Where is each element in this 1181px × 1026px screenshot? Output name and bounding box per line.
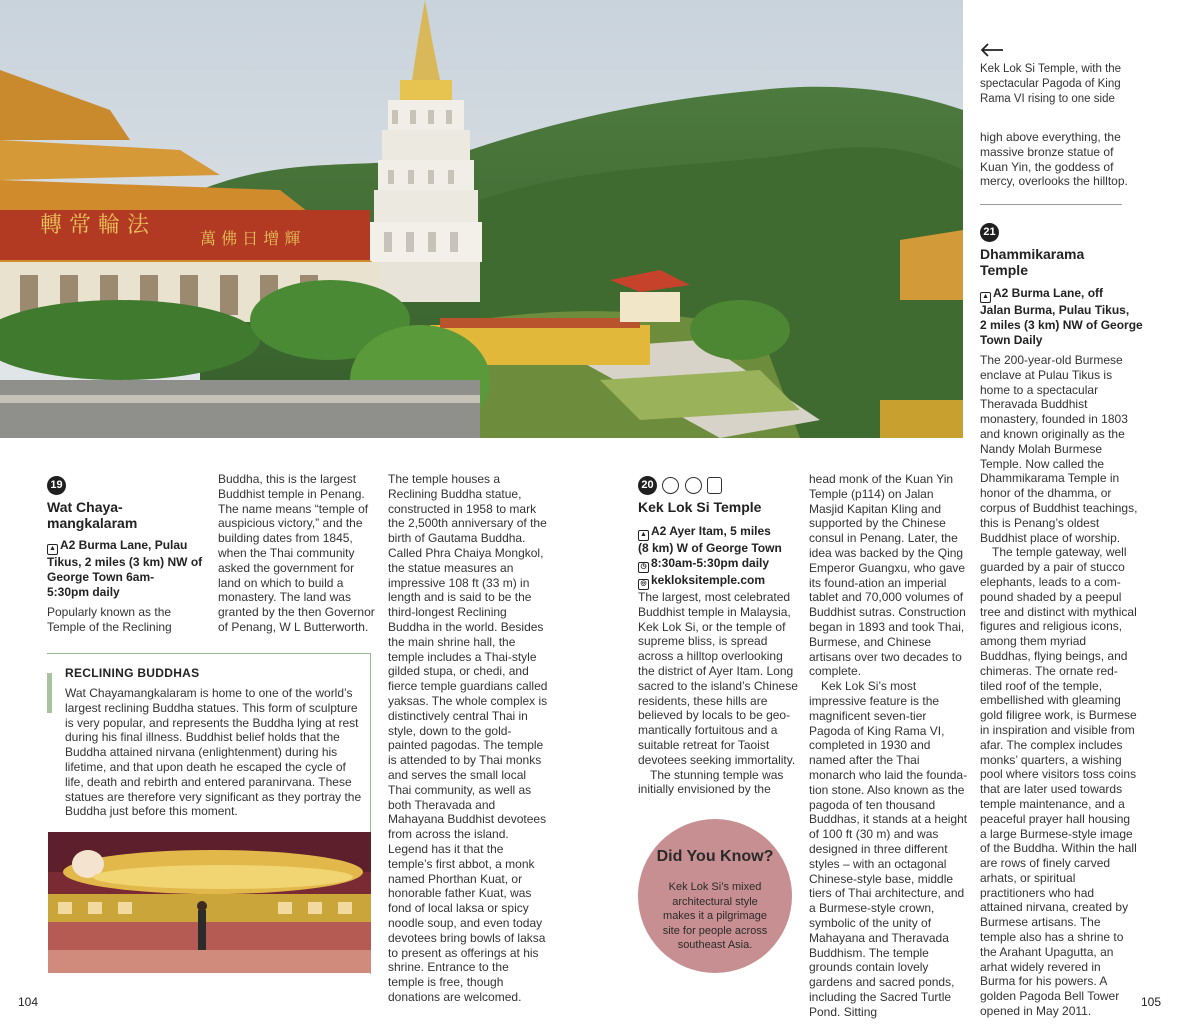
entry-title-19-line1: Wat Chaya- [47, 499, 123, 515]
divider [980, 204, 1122, 205]
clock-icon: ◷ [638, 562, 649, 573]
map-icon: ▲ [47, 544, 58, 555]
entry-info-20 [638, 524, 798, 590]
entry19-col3 [388, 472, 548, 1005]
temple-sign-right: 萬 佛 日 增 輝 [200, 229, 301, 248]
temple-sign-left: 轉 常 輪 法 [40, 213, 149, 238]
entry21-p1: The 200-year-old Burmese enclave at Pulau Tikus is home to a spectacular Theravada Buddhist monastery, founded in 1803 and known originally as the Nandy Molah Burmese Temple. Now called the Dhammikarama Temple in honor of the dhamma, or corpus of Buddhist teachings, this is Penang’s oldest Buddhist place of worship. [980, 353, 1138, 545]
arrow-left-icon [979, 40, 1005, 60]
entry19-info-line1: A2 Burma Lane, Pulau [60, 538, 188, 552]
entry20-col5-p1: head monk of the Kuan Yin Temple (p114) on Jalan Masjid Kapitan Kling and supported by the Chinese consul in Penang. Later, the idea was backed by the Qing Emperor Guangxu, who gave its found-ation an imperial tablet and 70,000 volumes of Buddhist sutras. Construction began in 1893 and took Thai, Burmese, and Chinese artisans over two decades to complete. [809, 472, 966, 679]
kek-lok-si-photo [0, 0, 963, 438]
entry-number-21: 21 [980, 223, 999, 242]
entry-number-20: 20 [638, 476, 657, 495]
shop-icon [707, 477, 722, 494]
entry-title-20: Kek Lok Si Temple [638, 499, 762, 515]
entry21-info-line1: A2 Burma Lane, off [993, 286, 1104, 300]
entry-info-19 [47, 538, 207, 600]
box-accent-bar [47, 673, 52, 713]
entry-info-21 [980, 286, 1145, 348]
entry20-info-line4: kekloksitemple.com [651, 573, 766, 587]
entry20-info-line3: 8:30am-5:30pm daily [651, 556, 770, 570]
entry-number-19: 19 [47, 476, 66, 495]
entry19-col1 [47, 605, 205, 635]
camera-icon [662, 477, 679, 494]
entry20-info-line2: (8 km) W of George Town [638, 541, 782, 555]
photo-caption: Kek Lok Si Temple, with the spectacular Pagoda of King Rama VI rising to one side [980, 63, 1122, 105]
entry19-info-line3: George Town 6am- [47, 570, 155, 584]
web-icon: ◎ [638, 579, 649, 590]
entry-title-21-line1: Dhammikarama [980, 246, 1085, 262]
entry19-col2 [218, 472, 376, 635]
cafe-icon [685, 477, 702, 494]
box-text: Wat Chayamangkalaram is home to one of the world’s largest reclining Buddha statues. This form of sculpture is very popular, and represents the Buddha lying at rest during his final illness. Buddhist belief holds that the Buddha attained nirvana (enlightenment) during his lifetime, and that upon death he escaped the cycle of life, death and rebirth and entered paranirvana. These statues are therefore very significant as they portray the Buddha just before this moment. [65, 686, 362, 819]
left-page-number: 104 [18, 995, 39, 1009]
entry20-col4-p2: The stunning temple was initially envisioned by the [638, 767, 784, 797]
entry20-col4-p1: The largest, most celebrated Buddhist temple in Malaysia, Kek Lok Si, or the temple of supreme bliss, is spread across a hilltop overlooking the district of Ayer Itam. Long sacred to the island’s Chinese residents, these hills are believed by locals to be geo-mantically fortuitous and a suitable retreat for Taoist devotees seeking immortality. [638, 590, 798, 767]
did-you-know-text: Kek Lok Si’s mixed architectural style makes it a pilgrimage site for people across southeast Asia. [662, 881, 768, 951]
map-icon: ▲ [638, 530, 649, 541]
reclining-buddha-illustration [48, 832, 371, 973]
entry20-col4 [638, 590, 798, 797]
entry19-info-line4: 5:30pm daily [47, 585, 120, 599]
map-icon: ▲ [980, 292, 991, 303]
entry21-col [980, 353, 1138, 1019]
right-page-number: 105 [1141, 995, 1162, 1009]
entry21-info-line3: 2 miles (3 km) NW of George [980, 318, 1143, 332]
entry19-col1-text: Popularly known as the Temple of the Reclining [47, 605, 172, 634]
entry19-col3-text: The temple houses a Reclining Buddha statue, constructed in 1958 to mark the 2,500th anniversary of the birth of Gautama Buddha. Called Phra Chaiya Mongkol, the statue measures an impressive 108 ft (33 m) in length and is said to be the third-longest Reclining Buddha in the world. Besides the main shrine hall, the temple includes a Thai-style gilded stupa, or chedi, and fierce temple guardians called yaksas. The whole complex is distinctively central Thai in style, down to the gold-painted pagodas. The temple is attended to by Thai monks and serves the small local Thai community, as well as both Theravada and Mahayana Buddhist devotees from across the island. Legend has it that the temple’s first abbot, a monk named Phorthan Kuat, or honorable father Kuat, was fond of local laksa or spicy noodle soup, and even today devotees bring bowls of laksa to present as offerings at his shrine. Entrance to the temple is free, though donations are welcomed. [388, 472, 548, 1004]
entry20-col5 [809, 472, 969, 1019]
entry19-info-line2: Tikus, 2 miles (3 km) NW of [47, 555, 203, 569]
entry20-col6-top: high above everything, the massive bronze statue of Kuan Yin, the goddess of mercy, overlooks the hilltop. [980, 130, 1128, 189]
temple-photo-illustration [0, 0, 963, 438]
entry-title-21-line2: Temple [980, 262, 1028, 278]
box-title: RECLINING BUDDHAS [65, 666, 200, 680]
entry21-info-line4: Town Daily [980, 333, 1043, 347]
did-you-know-title: Did You Know? [656, 848, 774, 865]
entry20-col5-p2: Kek Lok Si’s most impressive feature is the magnificent seven-tier Pagoda of King Rama VI, completed in 1930 and named after the Thai monarch who laid the founda-tion stone. Also known as the pagoda of ten thousand Buddhas, it stands at a height of 100 ft (30 m) and was designed in three different styles – with an octagonal Chinese-style base, middle tiers of Thai architecture, and a Burmese-style crown, symbolic of the unity of Mahayana and Theravada Buddhism. The temple grounds contain lovely gardens and sacred ponds, including the Sacred Turtle Pond. Sitting [809, 679, 968, 1019]
entry-title-19 [47, 499, 137, 531]
entry19-col2-text: Buddha, this is the largest Buddhist temple in Penang. The name means “temple of auspicious victory,” and the building dates from 1845, when the Thai community asked the government for land on which to build a monastery. The land was granted by the then Governor of Penang, W L Butterworth. [218, 472, 375, 634]
reclining-buddha-photo [48, 832, 371, 973]
entry-title-19-line2: mangkalaram [47, 515, 138, 531]
entry21-p2: The temple gateway, well guarded by a pair of stucco elephants, leads to a com-pound shaded by a peepul tree and distinct with mythical figures and religious icons, among them myriad Buddhas, flying beings, and chimeras. The ornate red-tiled roof of the temple, embellished with gleaming gold filigree work, is Burmese in inspiration and visible from afar. The complex includes monks’ quarters, a wishing pool where visitors toss coins that are later used towards temple maintenance, and a peaceful prayer hall housing a large Burmese-style image of the Buddha. Within the hall are rows of finely carved arhats, or spiritual practitioners who had attained nirvana, created by Burmese artisans. The temple also has a shrine to the Arahant Upagutta, an arhat widely revered in Burma for his powers. A golden Pagoda Bell Tower opened in May 2011. [980, 545, 1137, 1019]
entry-title-21 [980, 246, 1084, 278]
entry21-info-line2: Jalan Burma, Pulau Tikus, [980, 303, 1130, 317]
entry20-info-line1: A2 Ayer Itam, 5 miles [651, 524, 771, 538]
